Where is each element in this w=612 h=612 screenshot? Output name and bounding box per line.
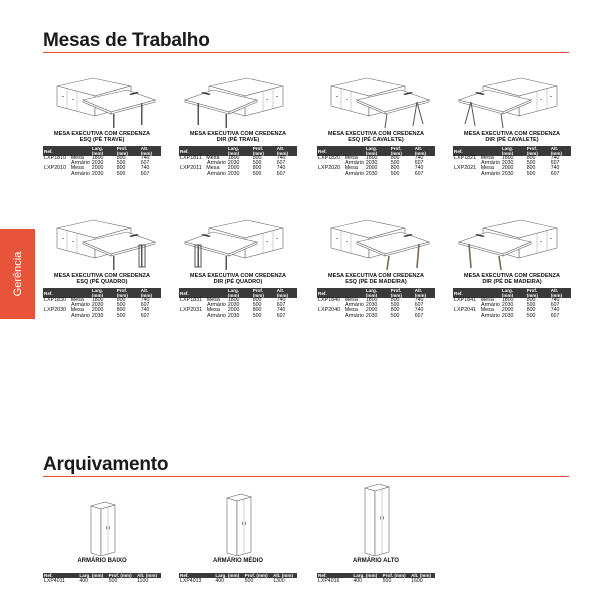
row-label: Armário [345, 302, 364, 309]
cell: 740 [414, 297, 424, 303]
col-larg: Larg. (mm) [501, 288, 526, 298]
ref-code: LXP1820 Mesa Armário [318, 155, 364, 167]
ref-code: LXP2040 Mesa Armário [318, 307, 364, 319]
cell: 2030 [365, 170, 378, 177]
cell: 2000 [227, 165, 240, 172]
cell: 500 [526, 160, 536, 167]
product-image [453, 212, 571, 272]
row-label: Armário [345, 160, 364, 167]
spec-table [179, 573, 297, 584]
col-larg: Larg. (mm) [78, 573, 107, 578]
product-image [317, 212, 435, 272]
ref-code: LXP1811 Mesa Armário [180, 155, 226, 167]
section-divider [43, 476, 569, 477]
row-label: Mesa [480, 307, 494, 314]
col-prof: Prof. (mm) [116, 288, 140, 298]
cell: 607 [414, 160, 424, 167]
row-label: Armário [481, 312, 500, 319]
cell: 800 [390, 165, 400, 172]
cell: 800 [526, 297, 536, 303]
product-title-line: DIR (PÉ TRAVE) [216, 137, 260, 144]
col-prof: Prof. (mm) [526, 146, 550, 156]
cell: 607 [276, 312, 286, 319]
cell: 2030 [91, 312, 104, 319]
ref-code: LXP2011 Mesa Armário [180, 165, 226, 177]
cell: 607 [276, 302, 286, 309]
col-ref: Ref. [317, 288, 365, 298]
cell: 2030 [365, 312, 378, 319]
cell: 2000 [91, 307, 104, 314]
col-larg: Larg. (mm) [91, 288, 116, 298]
cell: 607 [550, 170, 560, 177]
cell: 607 [140, 170, 150, 177]
cell: 2000 [227, 307, 240, 314]
product-title-line: ESQ (PÉ CAVALETE) [348, 137, 404, 144]
cell: 740 [276, 307, 286, 314]
cell: 1800 [365, 155, 378, 161]
ref-code: LXP1840 Mesa Armário [318, 297, 364, 309]
product-image [43, 70, 161, 130]
row-label: Mesa [344, 165, 358, 172]
spec-table [43, 146, 161, 177]
col-prof: Prof. (mm) [252, 288, 276, 298]
product-image [179, 70, 297, 130]
col-alt: Alt. (mm) [276, 146, 297, 156]
cell: 740 [414, 165, 424, 172]
cell: 800 [252, 307, 262, 314]
ref-code: LXP2031 Mesa Armário [180, 307, 226, 319]
cell: 1800 [91, 155, 104, 161]
cell: 500 [390, 160, 400, 167]
cell: 740 [550, 165, 560, 172]
cell: 607 [550, 302, 560, 309]
desk-illustration [57, 78, 155, 128]
product-title-line: MESA EXECUTIVA COM CREDENZA [463, 273, 561, 279]
desk-illustration [185, 78, 283, 128]
col-larg: Larg. (mm) [365, 288, 390, 298]
cell: 1800 [91, 297, 104, 303]
cell: 2030 [91, 170, 104, 177]
ref-code: LXP2020 Mesa Armário [318, 165, 364, 177]
spec-table [43, 288, 161, 319]
cell: 2030 [227, 312, 240, 319]
section-title-mesas: Mesas de Trabalho [43, 30, 210, 51]
armario-title: ARMÁRIO BAIXO [77, 558, 127, 564]
product-title-line: DIR (PÉ DE MADEIRA) [482, 279, 542, 286]
col-alt: Alt. (mm) [550, 146, 571, 156]
cell: 2000 [365, 307, 378, 314]
side-tab-label: Gerência [11, 251, 24, 297]
row-label: Mesa [206, 307, 220, 314]
col-larg: Larg. (mm) [227, 146, 252, 156]
product-title [453, 273, 571, 286]
desk-illustration [331, 220, 429, 270]
armario-title: ARMÁRIO ALTO [353, 558, 399, 564]
product-title [317, 273, 435, 286]
desk-illustration [459, 78, 557, 128]
col-prof: Prof. (mm) [390, 146, 414, 156]
cell: 500 [108, 578, 118, 584]
cell: 740 [276, 297, 286, 303]
spec-table [179, 146, 297, 177]
product-title [43, 131, 161, 144]
cell: 500 [116, 170, 126, 177]
row-label: Armário [207, 170, 226, 177]
col-larg: Larg. (mm) [227, 288, 252, 298]
row-label: Mesa [70, 297, 84, 303]
cell: 2030 [501, 302, 514, 309]
cell: 607 [276, 160, 286, 167]
row-label: Mesa [70, 155, 84, 161]
cell: 2030 [91, 302, 104, 309]
col-prof: Prof. (mm) [252, 146, 276, 156]
row-label: Mesa [344, 297, 358, 303]
cell: 1300 [273, 578, 285, 584]
col-ref: Ref. [179, 288, 227, 298]
cell: 740 [550, 155, 560, 161]
cell: 2030 [91, 160, 104, 167]
cell: 500 [116, 312, 126, 319]
cell: 607 [140, 312, 150, 319]
cell: 500 [526, 170, 536, 177]
product-title-line: MESA EXECUTIVA COM CREDENZA [53, 273, 151, 279]
cell: 1100 [137, 578, 149, 584]
armario-image [317, 484, 435, 556]
cell: 2030 [501, 160, 514, 167]
col-ref: Ref. [43, 573, 78, 578]
ref-code: LXP1831 Mesa Armário [180, 297, 226, 309]
cell: 500 [252, 302, 262, 309]
cell: 607 [276, 170, 286, 177]
ref-code: LXP4016 [318, 578, 340, 584]
row-label: Armário [71, 312, 90, 319]
desk-illustration [331, 78, 429, 128]
section-divider [43, 52, 569, 53]
cell: 2000 [501, 307, 514, 314]
col-alt: Alt. (mm) [550, 288, 571, 298]
col-prof: Prof. (mm) [116, 146, 140, 156]
col-ref: Ref. [453, 288, 501, 298]
desk-illustration [57, 220, 155, 270]
product-title-line: ESQ (PÉ QUADRO) [76, 279, 128, 286]
col-ref: Ref. [43, 288, 91, 298]
product-title-line: MESA EXECUTIVA COM CREDENZA [189, 131, 287, 137]
cell: 1800 [501, 297, 514, 303]
spec-table [179, 288, 297, 319]
product-title-line: DIR (PÉ CAVALETE) [485, 137, 539, 144]
cell: 1800 [501, 155, 514, 161]
ref-code: LXP1830 Mesa Armário [44, 297, 90, 309]
col-larg: Larg. (mm) [352, 573, 381, 578]
cell: 740 [550, 307, 560, 314]
row-label: Armário [207, 312, 226, 319]
cell: 607 [140, 302, 150, 309]
cell: 2030 [365, 302, 378, 309]
ref-code: LXP1841 Mesa Armário [454, 297, 500, 309]
cell: 740 [550, 297, 560, 303]
cell: 1800 [365, 297, 378, 303]
cell: 800 [116, 155, 126, 161]
cell: 800 [116, 297, 126, 303]
cell: 500 [244, 578, 254, 584]
row-label: Armário [345, 312, 364, 319]
col-larg: Larg. (mm) [91, 146, 116, 156]
product-title-line: ESQ (PÉ DE MADEIRA) [345, 279, 407, 286]
ref-code: LXP4011 [44, 578, 65, 584]
row-label: Mesa [206, 297, 220, 303]
side-tab [0, 229, 35, 319]
ref-code: LXP2021 Mesa Armário [454, 165, 500, 177]
product-title [317, 131, 435, 144]
row-label: Mesa [206, 155, 220, 161]
cell: 800 [390, 297, 400, 303]
cell: 740 [276, 155, 286, 161]
spec-table [453, 146, 571, 177]
section-title-arquivamento: Arquivamento [43, 454, 169, 475]
cell: 800 [252, 297, 262, 303]
cell: 2030 [501, 312, 514, 319]
col-prof: Prof. (mm) [390, 288, 414, 298]
product-image [453, 70, 571, 130]
col-prof: Prof. (mm) [108, 573, 136, 578]
cell: 500 [390, 312, 400, 319]
cell: 500 [526, 302, 536, 309]
cell: 500 [116, 160, 126, 167]
cell: 500 [390, 302, 400, 309]
product-title [453, 131, 571, 144]
row-label: Armário [481, 160, 500, 167]
row-label: Armário [207, 160, 226, 167]
cell: 740 [276, 165, 286, 172]
product-title [179, 131, 297, 144]
cell: 740 [140, 165, 150, 172]
cell: 500 [116, 302, 126, 309]
cell: 2030 [365, 160, 378, 167]
row-label: Mesa [206, 165, 220, 172]
col-larg: Larg. (mm) [214, 573, 243, 578]
spec-table [453, 288, 571, 319]
armario-image [179, 484, 297, 556]
product-image [43, 212, 161, 272]
cell: 800 [390, 155, 400, 161]
ref-code: LXP2010 Mesa Armário [44, 165, 90, 177]
armario-title: ARMÁRIO MÉDIO [213, 558, 263, 564]
cell: 740 [140, 297, 150, 303]
row-label: Armário [71, 160, 90, 167]
col-alt: Alt. (mm) [136, 573, 161, 578]
spec-table [43, 573, 161, 584]
spec-table [317, 573, 435, 584]
cell: 740 [414, 155, 424, 161]
ref-code: LXP2041 Mesa Armário [454, 307, 500, 319]
cell: 800 [252, 155, 262, 161]
cell: 500 [252, 160, 262, 167]
cell: 800 [116, 307, 126, 314]
col-prof: Prof. (mm) [526, 288, 550, 298]
cell: 400 [353, 578, 363, 584]
cell: 800 [252, 165, 262, 172]
row-label: Mesa [344, 307, 358, 314]
row-label: Mesa [480, 155, 494, 161]
col-alt: Alt. (mm) [414, 288, 435, 298]
product-title-line: MESA EXECUTIVA COM CREDENZA [189, 273, 287, 279]
cell: 500 [252, 312, 262, 319]
cell: 500 [390, 170, 400, 177]
col-ref: Ref. [179, 146, 227, 156]
product-title-line: MESA EXECUTIVA COM CREDENZA [463, 131, 561, 137]
cell: 800 [390, 307, 400, 314]
col-ref: Ref. [317, 146, 365, 156]
col-alt: Alt. (mm) [140, 288, 161, 298]
cell: 740 [140, 307, 150, 314]
row-label: Armário [71, 302, 90, 309]
cell: 500 [526, 312, 536, 319]
row-label: Mesa [480, 297, 494, 303]
cell: 1800 [227, 155, 240, 161]
product-title-line: ESQ (PÉ TRAVE) [79, 137, 125, 144]
col-larg: Larg. (mm) [501, 146, 526, 156]
row-label: Mesa [344, 155, 358, 161]
ref-code: LXP2030 Mesa Armário [44, 307, 90, 319]
cell: 500 [382, 578, 392, 584]
row-label: Armário [207, 302, 226, 309]
row-label: Armário [481, 302, 500, 309]
cell: 1600 [411, 578, 423, 584]
cell: 400 [215, 578, 225, 584]
cell: 607 [414, 170, 424, 177]
ref-code: LXP1821 Mesa Armário [454, 155, 500, 167]
product-title [43, 273, 161, 286]
col-ref: Ref. [179, 573, 214, 578]
product-title-line: DIR (PÉ QUADRO) [213, 279, 263, 286]
cell: 607 [140, 160, 150, 167]
cell: 800 [526, 155, 536, 161]
col-alt: Alt. (mm) [410, 573, 435, 578]
product-title [179, 273, 297, 286]
cell: 607 [414, 302, 424, 309]
spec-row [317, 578, 435, 584]
spec-row [179, 578, 297, 584]
col-alt: Alt. (mm) [140, 146, 161, 156]
cell: 800 [116, 165, 126, 172]
spec-table [317, 146, 435, 177]
col-ref: Ref. [453, 146, 501, 156]
product-image [179, 212, 297, 272]
cell: 500 [252, 170, 262, 177]
product-image [317, 70, 435, 130]
cell: 800 [526, 165, 536, 172]
cell: 2000 [91, 165, 104, 172]
row-label: Armário [345, 170, 364, 177]
desk-illustration [459, 220, 557, 270]
cell: 607 [550, 312, 560, 319]
cell: 2030 [501, 170, 514, 177]
col-alt: Alt. (mm) [272, 573, 297, 578]
spec-table [317, 288, 435, 319]
cell: 607 [414, 312, 424, 319]
cell: 607 [550, 160, 560, 167]
col-alt: Alt. (mm) [414, 146, 435, 156]
cell: 740 [414, 307, 424, 314]
col-ref: Ref. [317, 573, 352, 578]
cell: 2000 [365, 165, 378, 172]
desk-illustration [185, 220, 283, 270]
cell: 2030 [227, 160, 240, 167]
product-title-line: MESA EXECUTIVA COM CREDENZA [327, 131, 425, 137]
cell: 740 [140, 155, 150, 161]
row-label: Armário [71, 170, 90, 177]
row-label: Mesa [70, 307, 84, 314]
row-label: Mesa [480, 165, 494, 172]
col-larg: Larg. (mm) [365, 146, 390, 156]
col-prof: Prof. (mm) [382, 573, 410, 578]
cell: 2030 [227, 170, 240, 177]
row-label: Armário [481, 170, 500, 177]
row-label: Mesa [70, 165, 84, 172]
cell: 800 [526, 307, 536, 314]
col-prof: Prof. (mm) [244, 573, 272, 578]
cell: 2000 [501, 165, 514, 172]
cell: 400 [79, 578, 89, 584]
ref-code: LXP1810 Mesa Armário [44, 155, 90, 167]
product-title-line: MESA EXECUTIVA COM CREDENZA [327, 273, 425, 279]
cell: 1800 [227, 297, 240, 303]
cell: 2030 [227, 302, 240, 309]
ref-code: LXP4013 [180, 578, 202, 584]
spec-row [43, 578, 161, 584]
col-alt: Alt. (mm) [276, 288, 297, 298]
armario-image [43, 484, 161, 556]
col-ref: Ref. [43, 146, 91, 156]
product-title-line: MESA EXECUTIVA COM CREDENZA [53, 131, 151, 137]
